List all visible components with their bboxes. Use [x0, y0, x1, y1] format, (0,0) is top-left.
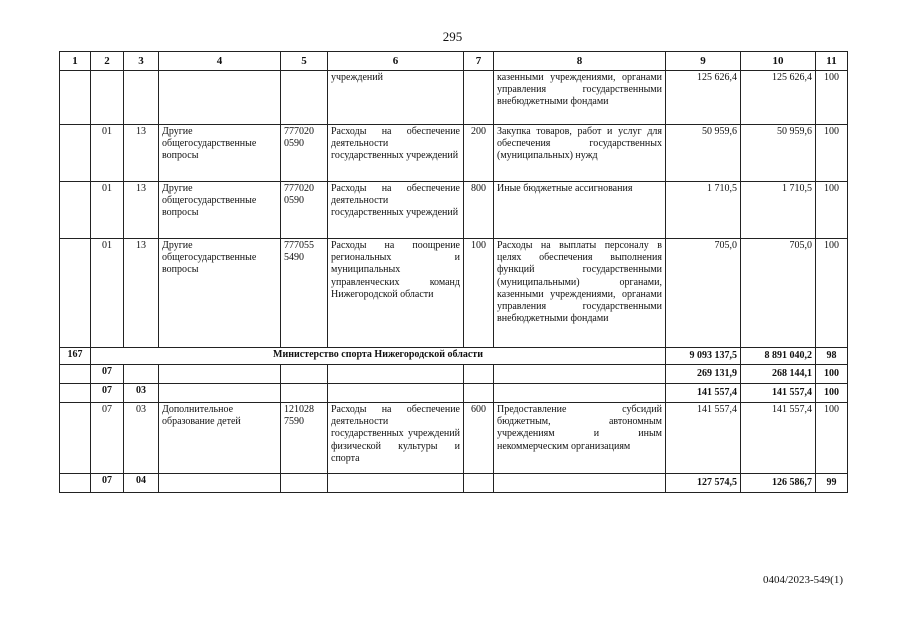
table-row — [60, 403, 848, 474]
cell-percent: 100 — [816, 384, 848, 403]
cell-expense-name: казенными учреждениями, органами управления государственными внебюджетными фондами — [494, 71, 666, 125]
cell-expense-name — [494, 365, 666, 384]
cell-expense-type — [464, 71, 494, 125]
cell-subsection: 04 — [124, 474, 159, 493]
header-cell: 1 — [60, 52, 91, 71]
table-row — [60, 71, 848, 125]
subsection-row — [60, 384, 848, 403]
cell-subsection: 13 — [124, 182, 159, 239]
cell-target-name: Расходы на поощрение региональных и муниципальных управленческих команд Нижегородской области — [328, 239, 464, 348]
cell-subsection: 03 — [124, 403, 159, 474]
cell-target-name — [328, 384, 464, 403]
cell-percent: 100 — [816, 182, 848, 239]
cell-actual: 705,0 — [741, 239, 816, 348]
cell-subsection-name — [159, 474, 281, 493]
header-cell: 6 — [328, 52, 464, 71]
cell-expense-type — [464, 365, 494, 384]
cell-expense-name: Расходы на выплаты персоналу в целях обеспечения выполнения функций государственными (муниципальными) органами, казенными учреждениями, органами управления государственными внебюджетными фондами — [494, 239, 666, 348]
table-row — [60, 125, 848, 182]
cell-target-name: Расходы на обеспечение деятельности государственных учреждений — [328, 182, 464, 239]
cell-target-article: 777020 0590 — [281, 182, 328, 239]
cell-plan: 125 626,4 — [666, 71, 741, 125]
cell-actual: 141 557,4 — [741, 384, 816, 403]
cell-target-article: 777055 5490 — [281, 239, 328, 348]
cell-plan: 1 710,5 — [666, 182, 741, 239]
header-cell: 11 — [816, 52, 848, 71]
cell-actual: 126 586,7 — [741, 474, 816, 493]
cell-actual: 1 710,5 — [741, 182, 816, 239]
table-row — [60, 182, 848, 239]
cell-number — [60, 125, 91, 182]
cell-percent: 100 — [816, 403, 848, 474]
cell-target-article — [281, 71, 328, 125]
cell-target-article — [281, 474, 328, 493]
budget-table — [59, 51, 848, 493]
cell-target-article: 777020 0590 — [281, 125, 328, 182]
cell-number — [60, 403, 91, 474]
cell-subsection: 13 — [124, 125, 159, 182]
cell-actual: 125 626,4 — [741, 71, 816, 125]
cell-percent: 99 — [816, 474, 848, 493]
cell-expense-type: 800 — [464, 182, 494, 239]
header-cell: 2 — [91, 52, 124, 71]
header-cell: 10 — [741, 52, 816, 71]
cell-subsection-name: Другие общегосударственные вопросы — [159, 239, 281, 348]
cell-number — [60, 474, 91, 493]
cell-number — [60, 384, 91, 403]
cell-section: 07 — [91, 365, 124, 384]
header-cell: 4 — [159, 52, 281, 71]
cell-section: 07 — [91, 384, 124, 403]
cell-plan: 9 093 137,5 — [666, 348, 741, 365]
cell-expense-type: 200 — [464, 125, 494, 182]
cell-target-name: Расходы на обеспечение деятельности государственных учреждений — [328, 125, 464, 182]
cell-number — [60, 365, 91, 384]
cell-subsection — [124, 365, 159, 384]
cell-subsection-name: Другие общегосударственные вопросы — [159, 182, 281, 239]
cell-subsection: 13 — [124, 239, 159, 348]
ministry-title: Министерство спорта Нижегородской области — [91, 348, 666, 365]
cell-number — [60, 239, 91, 348]
cell-expense-type — [464, 474, 494, 493]
cell-section: 07 — [91, 403, 124, 474]
header-cell: 8 — [494, 52, 666, 71]
cell-expense-name: Иные бюджетные ассигнования — [494, 182, 666, 239]
header-cell: 3 — [124, 52, 159, 71]
cell-target-article — [281, 384, 328, 403]
page-number: 295 — [442, 29, 463, 44]
section-row — [60, 365, 848, 384]
cell-plan: 50 959,6 — [666, 125, 741, 182]
cell-section: 07 — [91, 474, 124, 493]
header-row — [60, 52, 848, 71]
header-cell: 7 — [464, 52, 494, 71]
cell-actual: 268 144,1 — [741, 365, 816, 384]
cell-subsection — [124, 71, 159, 125]
cell-expense-type — [464, 384, 494, 403]
cell-percent: 100 — [816, 125, 848, 182]
cell-section: 01 — [91, 239, 124, 348]
cell-target-name — [328, 474, 464, 493]
cell-target-article: 121028 7590 — [281, 403, 328, 474]
cell-subsection-name — [159, 384, 281, 403]
cell-percent: 100 — [816, 239, 848, 348]
cell-actual: 50 959,6 — [741, 125, 816, 182]
cell-subsection-name — [159, 71, 281, 125]
cell-percent: 100 — [816, 71, 848, 125]
cell-expense-name: Закупка товаров, работ и услуг для обеспечения государственных (муниципальных) нужд — [494, 125, 666, 182]
cell-plan: 705,0 — [666, 239, 741, 348]
cell-expense-type: 100 — [464, 239, 494, 348]
cell-section: 01 — [91, 125, 124, 182]
cell-expense-name: Предоставление субсидий бюджетным, автономным учреждениям и иным некоммерческим организациям — [494, 403, 666, 474]
cell-actual: 8 891 040,2 — [741, 348, 816, 365]
document-id: 0404/2023-549(1) — [762, 574, 843, 586]
cell-section: 01 — [91, 182, 124, 239]
cell-number — [60, 182, 91, 239]
cell-expense-name — [494, 384, 666, 403]
cell-subsection: 03 — [124, 384, 159, 403]
cell-percent: 98 — [816, 348, 848, 365]
cell-plan: 141 557,4 — [666, 384, 741, 403]
cell-plan: 127 574,5 — [666, 474, 741, 493]
header-cell: 9 — [666, 52, 741, 71]
cell-expense-name — [494, 474, 666, 493]
cell-subsection-name: Другие общегосударственные вопросы — [159, 125, 281, 182]
cell-target-name — [328, 365, 464, 384]
cell-target-article — [281, 365, 328, 384]
cell-number — [60, 71, 91, 125]
cell-subsection-name — [159, 365, 281, 384]
table-row — [60, 239, 848, 348]
header-cell: 5 — [281, 52, 328, 71]
cell-subsection-name: Дополнительное образование детей — [159, 403, 281, 474]
cell-number: 167 — [60, 348, 91, 365]
cell-target-name: учреждений — [328, 71, 464, 125]
cell-plan: 269 131,9 — [666, 365, 741, 384]
subsection-row — [60, 474, 848, 493]
cell-target-name: Расходы на обеспечение деятельности государственных учреждений физической культуры и спорта — [328, 403, 464, 474]
cell-actual: 141 557,4 — [741, 403, 816, 474]
cell-expense-type: 600 — [464, 403, 494, 474]
cell-section — [91, 71, 124, 125]
ministry-row — [60, 348, 848, 365]
cell-plan: 141 557,4 — [666, 403, 741, 474]
cell-percent: 100 — [816, 365, 848, 384]
